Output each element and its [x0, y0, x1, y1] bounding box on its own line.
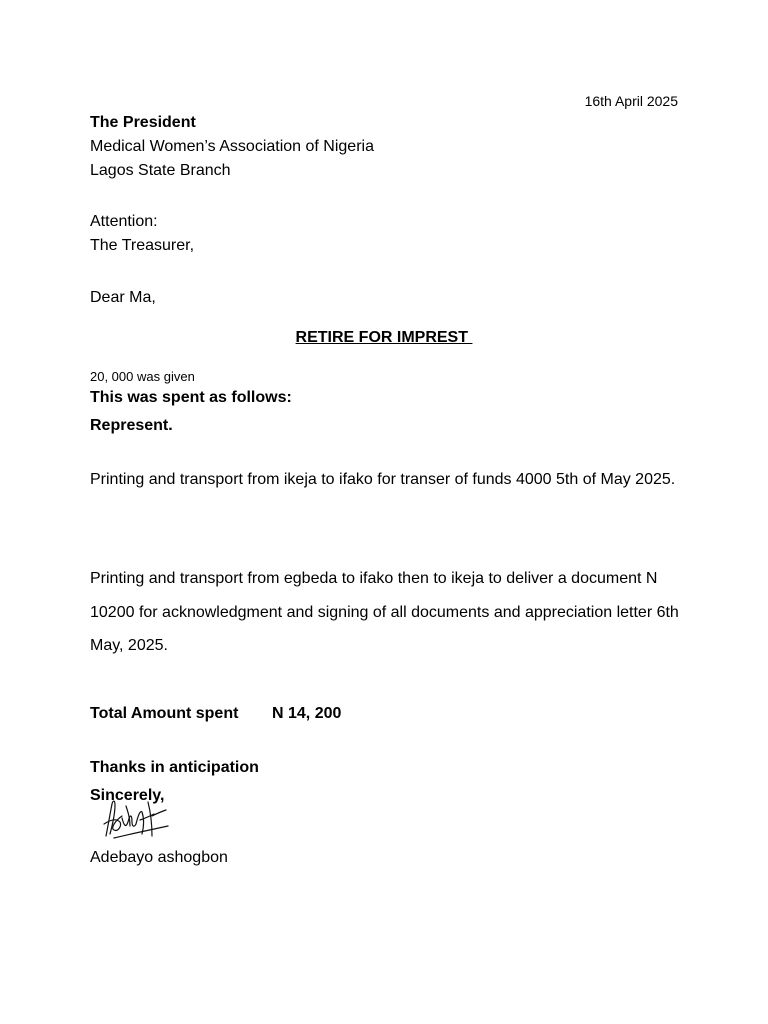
total-value: N 14, 200: [272, 705, 342, 722]
recipient-branch: Lagos State Branch: [90, 162, 231, 179]
expense-item-2: Printing and transport from egbeda to ifako then to ikeja to deliver a document N 10200 for acknowledgment and signing of all documents and appreciation letter 6th May, 2025.: [90, 570, 679, 654]
amount-given: 20, 000 was given: [90, 369, 195, 384]
signature-image: [100, 796, 172, 842]
salutation: Dear Ma,: [90, 289, 156, 306]
recipient-title: The President: [90, 114, 196, 131]
letter-date: 16th April 2025: [584, 93, 678, 109]
signer-name: Adebayo ashogbon: [90, 849, 228, 866]
expense-item-1: Printing and transport from ikeja to ifako for transer of funds 4000 5th of May 2025.: [90, 471, 676, 488]
recipient-organization: Medical Women’s Association of Nigeria: [90, 138, 374, 155]
closing-line: Sincerely,: [90, 787, 165, 804]
attention-to: The Treasurer,: [90, 237, 195, 254]
represent-label: Represent.: [90, 417, 173, 434]
spent-intro: This was spent as follows:: [90, 389, 292, 406]
total-label: Total Amount spent: [90, 705, 239, 722]
attention-label: Attention:: [90, 213, 158, 230]
subject-heading: RETIRE FOR IMPREST: [295, 329, 473, 346]
thanks-line: Thanks in anticipation: [90, 759, 259, 776]
